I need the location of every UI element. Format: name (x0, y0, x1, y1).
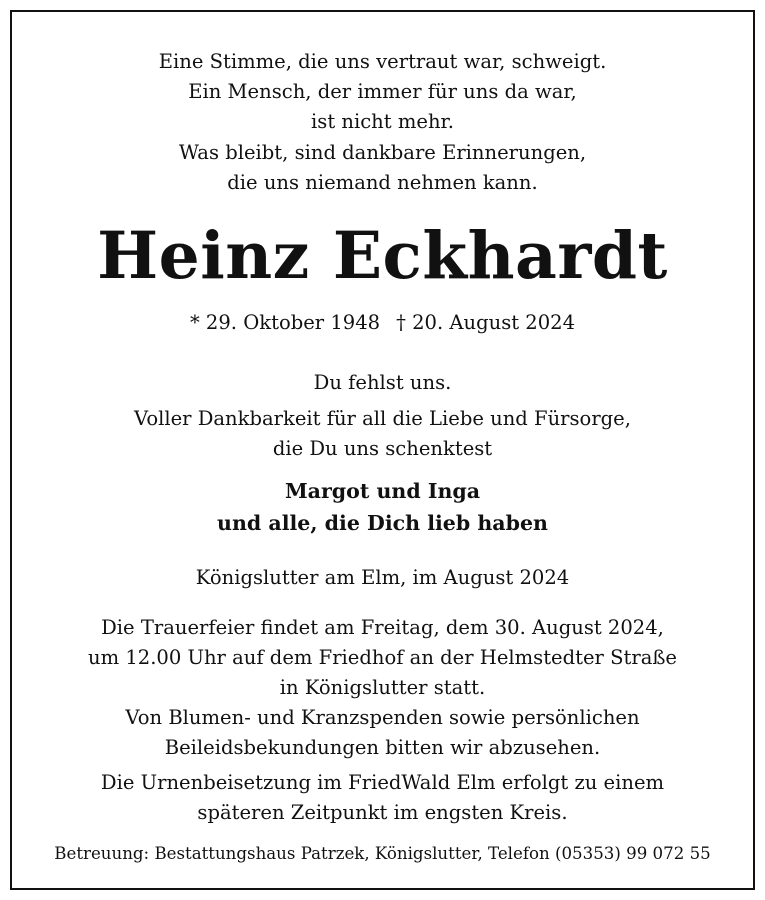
birth-date: * 29. Oktober 1948 (189, 311, 381, 334)
poem-line: Was bleibt, sind dankbare Erinnerungen, (178, 141, 587, 164)
message-line: Du fehlst uns. (313, 371, 452, 394)
message-line: die Du uns schenktest (272, 437, 493, 460)
funeral-info-line: Von Blumen- und Kranzspenden sowie persönlichen (125, 706, 640, 729)
poem-line: Eine Stimme, die uns vertraut war, schweigt. (158, 50, 607, 73)
deceased-name: Heinz Eckhardt (97, 218, 668, 294)
funeral-info-line: Die Urnenbeisetzung im FriedWald Elm erfolgt zu einem (100, 771, 665, 794)
signers-line: Margot und Inga (284, 479, 481, 503)
funeral-info-line: um 12.00 Uhr auf dem Friedhof an der Helmstedter Straße (87, 646, 677, 669)
poem-line: die uns niemand nehmen kann. (227, 171, 538, 194)
funeral-info-line: späteren Zeitpunkt im engsten Kreis. (197, 801, 568, 824)
death-date: † 20. August 2024 (396, 311, 576, 334)
obituary-notice (10, 10, 755, 890)
life-dates (12, 313, 753, 333)
funeral-info-line: Beileidsbekundungen bitten wir abzusehen. (164, 736, 601, 759)
funeral-info-line: in Königslutter statt. (279, 676, 486, 699)
signers-line: und alle, die Dich lieb haben (217, 511, 548, 535)
message-line: Voller Dankbarkeit für all die Liebe und Fürsorge, (134, 407, 631, 430)
poem-line: Ein Mensch, der immer für uns da war, (188, 80, 577, 103)
place-date: Königslutter am Elm, im August 2024 (195, 566, 570, 589)
poem-line: ist nicht mehr. (311, 110, 454, 133)
footer-contact: Betreuung: Bestattungshaus Patrzek, Königslutter, Telefon (05353) 99 072 55 (54, 844, 711, 863)
funeral-info-line: Die Trauerfeier findet am Freitag, dem 30. August 2024, (101, 616, 664, 639)
